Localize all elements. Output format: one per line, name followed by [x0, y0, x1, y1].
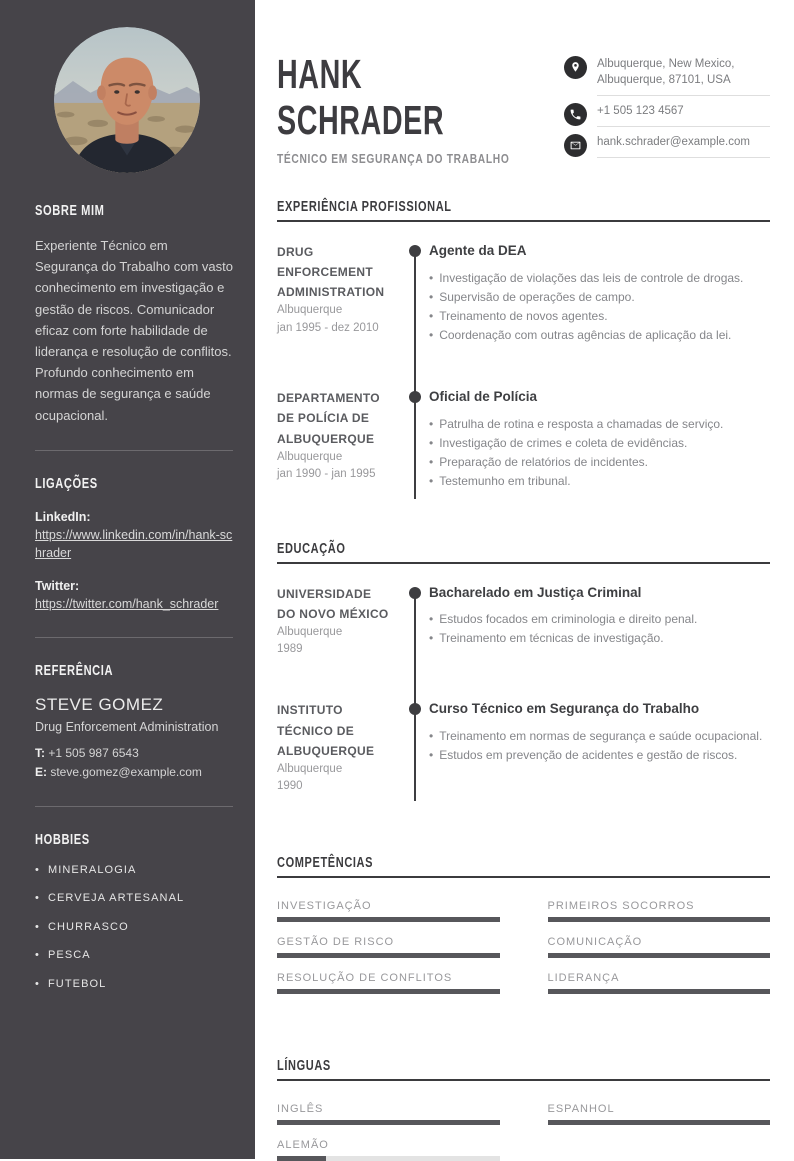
language-bar-track	[277, 1120, 500, 1125]
person-name: HANK SCHRADER	[277, 51, 445, 143]
entry-body	[429, 584, 770, 659]
entry-bullet: • Preparação de relatórios de incidentes.	[429, 454, 770, 470]
reference-organization: Drug Enforcement Administration	[35, 720, 219, 735]
entry-role: Bacharelado em Justiça Criminal	[429, 584, 642, 600]
entry-bullet: • Estudos focados em criminologia e direito penal.	[429, 611, 770, 627]
contact-address-row	[564, 56, 770, 96]
language-item	[277, 1103, 500, 1125]
skill-bar-fill	[277, 989, 500, 994]
entry-meta	[277, 242, 429, 346]
contact-email: hank.schrader@example.com	[597, 134, 770, 158]
hobbies-section	[35, 831, 233, 990]
links-heading: LIGAÇÕES	[35, 474, 98, 492]
location-icon	[564, 56, 587, 79]
experience-entries	[277, 242, 770, 503]
skill-label: PRIMEIROS SOCORROS	[547, 900, 695, 913]
link-item	[35, 577, 233, 613]
skill-bar-track	[548, 917, 771, 922]
education-heading: EDUCAÇÃO	[277, 541, 770, 564]
hobby-item: • CERVEJA ARTESANAL	[35, 892, 233, 904]
link-url[interactable]: https://www.linkedin.com/in/hank-schrader	[35, 527, 233, 560]
skill-item	[548, 936, 771, 958]
entry-bullet: • Coordenação com outras agências de aplicação da lei.	[429, 327, 770, 343]
email-value: steve.gomez@example.com	[50, 764, 202, 779]
entry-role: Agente da DEA	[429, 243, 527, 258]
entry-meta	[277, 700, 429, 795]
entry-meta	[277, 388, 429, 492]
language-item	[277, 1139, 500, 1161]
entry-bullets	[429, 728, 770, 763]
hobby-item: • CHURRASCO	[35, 921, 233, 933]
reference-heading: REFERÊNCIA	[35, 662, 114, 680]
skill-label: LIDERANÇA	[547, 972, 620, 985]
language-label: ALEMÃO	[277, 1139, 329, 1152]
contact-block	[564, 56, 770, 165]
education-entry	[277, 700, 770, 805]
education-entry	[277, 584, 770, 701]
link-url[interactable]: https://twitter.com/hank_schrader	[35, 597, 219, 612]
skill-bar-track	[277, 953, 500, 958]
contact-address: Albuquerque, New Mexico, Albuquerque, 87101, USA	[597, 56, 770, 96]
skill-bar-fill	[277, 917, 500, 922]
reference-section	[35, 662, 233, 781]
experience-entry	[277, 242, 770, 388]
entry-organization: UNIVERSIDADE DO NOVO MÉXICO	[277, 586, 389, 621]
entry-dates: 1989	[277, 643, 303, 656]
experience-heading: EXPERIÊNCIA PROFISSIONAL	[277, 199, 770, 222]
entry-dates: jan 1995 - dez 2010	[277, 321, 379, 334]
language-bar-fill	[548, 1120, 771, 1125]
entry-bullet: • Patrulha de rotina e resposta a chamadas de serviço.	[429, 416, 770, 432]
entry-organization: INSTITUTO TÉCNICO DE ALBUQUERQUE	[277, 703, 375, 758]
phone-label: T:	[35, 746, 45, 761]
sidebar-divider	[35, 806, 233, 807]
entry-bullet: • Supervisão de operações de campo.	[429, 289, 770, 305]
phone-icon	[564, 103, 587, 126]
skill-label: GESTÃO DE RISCO	[277, 936, 395, 949]
language-label: ESPANHOL	[547, 1103, 615, 1116]
education-entries	[277, 584, 770, 806]
links-section	[35, 475, 233, 614]
about-text: Experiente Técnico em Segurança do Trabalho com vasto conhecimento em investigação e gestão de riscos. Comunicador eficaz com forte habilidade de liderança e resolução de conflitos. Profundo conhecimento em normas de segurança e saúde ocupacional.	[35, 238, 234, 423]
entry-role: Curso Técnico em Segurança do Trabalho	[429, 701, 700, 717]
entry-bullet: • Investigação de crimes e coleta de evidências.	[429, 435, 770, 451]
experience-entry	[277, 388, 770, 502]
entry-bullet: • Investigação de violações das leis de controle de drogas.	[429, 270, 770, 286]
entry-bullet: • Treinamento em normas de segurança e saúde ocupacional.	[429, 728, 770, 744]
about-heading: SOBRE MIM	[35, 202, 105, 219]
education-section	[277, 541, 770, 806]
profile-photo	[54, 27, 200, 173]
hobby-item: • FUTEBOL	[35, 978, 233, 990]
hobby-item: • PESCA	[35, 949, 233, 961]
skill-label: INVESTIGAÇÃO	[277, 900, 372, 913]
phone-value: +1 505 987 6543	[48, 746, 139, 761]
links-list	[35, 508, 233, 614]
languages-grid	[277, 1103, 770, 1161]
timeline-dot	[409, 587, 421, 599]
profile-photo-illustration	[54, 27, 200, 173]
entry-bullet: • Testemunho em tribunal.	[429, 473, 770, 489]
skill-bar-fill	[277, 953, 500, 958]
entry-bullets	[429, 416, 770, 490]
entry-location: Albuquerque	[277, 450, 343, 463]
skill-item	[277, 972, 500, 994]
link-label: LinkedIn:	[35, 509, 91, 524]
hobbies-heading: HOBBIES	[35, 830, 90, 848]
language-bar-fill	[277, 1120, 500, 1125]
entry-dates: jan 1990 - jan 1995	[277, 468, 376, 481]
header	[277, 51, 770, 166]
entry-bullets	[429, 270, 770, 344]
entry-organization: DEPARTAMENTO DE POLÍCIA DE ALBUQUERQUE	[277, 391, 380, 446]
language-item	[548, 1103, 771, 1125]
entry-meta	[277, 584, 429, 659]
entry-bullet: • Treinamento de novos agentes.	[429, 308, 770, 324]
hobby-item: • MINERALOGIA	[35, 864, 233, 876]
languages-section	[277, 1058, 770, 1161]
skill-bar-track	[548, 989, 771, 994]
entry-location: Albuquerque	[277, 762, 343, 775]
email-label: E:	[35, 764, 47, 779]
entry-location: Albuquerque	[277, 304, 343, 317]
contact-phone: +1 505 123 4567	[597, 103, 770, 127]
email-icon	[564, 134, 587, 157]
reference-email	[35, 763, 233, 782]
skill-label: RESOLUÇÃO DE CONFLITOS	[277, 972, 453, 985]
languages-heading: LÍNGUAS	[277, 1058, 770, 1081]
skill-bar-track	[277, 989, 500, 994]
hobbies-list	[35, 864, 233, 990]
reference-name: STEVE GOMEZ	[35, 695, 164, 715]
link-label: Twitter:	[35, 579, 80, 594]
skill-bar-fill	[548, 989, 771, 994]
contact-email-row	[564, 134, 770, 158]
sidebar	[0, 0, 255, 1159]
about-section	[35, 202, 233, 426]
entry-body	[429, 242, 770, 346]
skill-label: COMUNICAÇÃO	[547, 936, 643, 949]
skills-section	[277, 855, 770, 994]
person-job-title: TÉCNICO EM SEGURANÇA DO TRABALHO	[277, 151, 510, 166]
skill-bar-track	[548, 953, 771, 958]
timeline-dot	[409, 245, 421, 257]
contact-phone-row	[564, 103, 770, 127]
entry-role: Oficial de Polícia	[429, 389, 538, 405]
skill-bar-track	[277, 917, 500, 922]
entry-location: Albuquerque	[277, 625, 343, 638]
skills-heading: COMPETÊNCIAS	[277, 855, 770, 878]
link-item	[35, 508, 233, 562]
skill-bar-fill	[548, 917, 771, 922]
entry-organization: DRUG ENFORCEMENT ADMINISTRATION	[277, 245, 385, 300]
skill-item	[548, 972, 771, 994]
entry-dates: 1990	[277, 780, 303, 793]
skill-item	[277, 900, 500, 922]
language-label: INGLÊS	[277, 1103, 324, 1116]
reference-phone	[35, 744, 233, 763]
main-content	[277, 0, 770, 1161]
skill-item	[548, 900, 771, 922]
sidebar-divider	[35, 450, 233, 451]
experience-section	[277, 199, 770, 503]
skills-grid	[277, 900, 770, 994]
language-bar-track	[548, 1120, 771, 1125]
skill-item	[277, 936, 500, 958]
entry-bullets	[429, 611, 770, 646]
skill-bar-fill	[548, 953, 771, 958]
sidebar-divider	[35, 637, 233, 638]
entry-bullet: • Treinamento em técnicas de investigação.	[429, 630, 770, 646]
entry-bullet: • Estudos em prevenção de acidentes e gestão de riscos.	[429, 747, 770, 763]
entry-body	[429, 700, 770, 795]
entry-body	[429, 388, 770, 492]
